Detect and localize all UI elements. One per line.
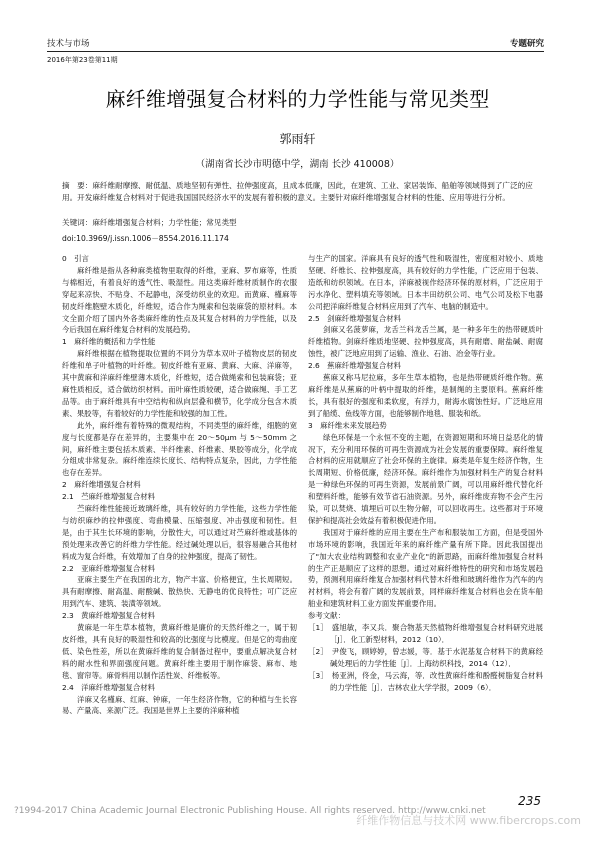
reference-item: ［1］ 盛旭敏，李又兵．聚合物基天然植物纤维增强复合材料研究进展［J］．化工新型材料，2012（10）． <box>308 623 543 644</box>
paragraph: 蕉麻又称马尼拉麻，多年生草本植物，也是热带硬质纤维作物。蕉麻纤维是从蕉麻的叶柄中提取的纤维，是制绳的主要原料。蕉麻纤维长，具有很好的强度和柔软度，有浮力，耐海水腐蚀性好。广泛地应用到了船缆、鱼线等方面，也能够制作地毯、服装和纸。 <box>308 373 543 418</box>
section-heading: 2.5 剑麻纤维增强复合材料 <box>308 313 402 323</box>
section-heading: 2.4 洋麻纤维增强复合材料 <box>62 682 156 692</box>
paragraph: 麻纤维是指从各种麻类植物里取得的纤维，亚麻、罗布麻等，性质与棉相近，有着良好的透气性、吸湿性。用这类麻纤维材质制作的衣服穿起来凉快、不贴身、不起静电，深受纺织业的欢迎。而黄麻、槿麻等韧皮纤维胞壁木质化，纤维短，适合作为绳索和包装麻袋的原材料。本文全面介绍了国内外各类麻纤维的性点及其复合材料的力学性能，以及今后我国在麻纤维复合材料的发展趋势。 <box>62 265 297 335</box>
paragraph: 绿色环保是一个永恒不变的主题，在资源短期和环境日益恶化的情况下，充分利用环保的可再生资源成为社会发展的重要保障。麻纤维复合材料的应用就顺应了社会环保的主旋律。麻类是年复生经济作物，生长周期短、价格低廉，经济环保。麻纤维作为加强材料生产的复合材料是一种绿色环保的可再生资源，发展前景广阔，可以用麻纤维代替化纤和塑料纤维，能够有效节省石油资源。另外，麻纤维废弃物不会产生污染，可以焚烧、填埋后可以生物分解，可以回收再生。这些都对于环境保护和提高社会效益有着积极促进作用。 <box>308 432 543 525</box>
section-heading: 0 引言 <box>62 254 89 263</box>
section-heading: 2.1 苎麻纤维增强复合材料 <box>62 492 156 502</box>
paragraph: 此外，麻纤维有着特殊的微观结构，不同类型的麻纤维，细胞的宽度与长度都是存在差异的，主要集中在 20～50μm 与 5～50mm 之间，麻纤维主要包括木质素、半纤维素、纤维素、果胶等成分，化学成分组成非常复杂。麻纤维连续长度长、结构特点复杂，因此，力学性能也存在差异。 <box>62 420 297 478</box>
doi: doi:10.3969/j.issn.1006－8554.2016.11.174 <box>62 234 229 243</box>
paragraph: 苎麻纤维性能接近玻璃纤维，具有较好的力学性能，这些力学性能与纺织麻纱的拉伸强度、弯曲模量、压缩强度、冲击强度和韧性。但是，由于其生长环境的影响，分散性大，可以通过对苎麻纤维或基体的预处理来改善它的纤维力学性能。经过碱处理以后，很容易融合其他材料成为复合纤维，有效增加了自身的拉伸强度，提高了韧性。 <box>62 504 297 561</box>
column-label: 专题研究 <box>509 39 544 49</box>
page-number: 235 <box>518 794 541 808</box>
section-heading: 2 麻纤维增强复合材料 <box>62 480 141 490</box>
section-heading: 2.3 黄麻纤维增强复合材料 <box>62 611 156 621</box>
section-heading: 1 麻纤维的概括和力学性能 <box>62 337 156 347</box>
journal-section-label: 技术与市场 <box>47 39 90 49</box>
paragraph: 我国对于麻纤维的应用主要在生产布和服装加工方面，但是受国外市场环境的影响，我国近年来的麻纤维产量有所下降。因此我国提出了"加大农业结构调整和农业产业化"的新思路，而麻纤维加强复合材料的生产正是顺应了这样的思想。通过对麻纤维特性的研究和市场发展趋势，预测利用麻纤维复合加强材料代替木纤维和玻璃纤维作为汽车的内衬材料，将会有着广阔的发展前景，同样麻纤维复合材料也会在货车船舶业和建筑材料工业方面发挥重要作用。 <box>308 527 543 609</box>
paragraph: 黄麻是一年生草本植物，黄麻纤维是廉价的天然纤维之一，属于韧皮纤维，具有良好的吸湿性和较高的比强度与比模度。但是它的弯曲度低、染色性差，所以在黄麻纤维的复合制备过程中，要重点解决复合材料的耐水性和界面强度问题。黄麻纤维主要用于制作麻袋、麻布、地毯、窗帘等。麻骨料用以制作活性炭、纤维板等。 <box>62 623 297 680</box>
body-column-left <box>62 253 297 717</box>
paragraph: 剑麻又名菠萝麻，龙舌兰科龙舌兰属，是一种多年生的热带硬质叶纤维植物。剑麻纤维质地坚硬、拉伸强度高，具有耐磨、耐盐碱、耐腐蚀性，被广泛地应用到了运输、渔业、石油、冶金等行业。 <box>308 325 543 359</box>
reference-item: ［2］ 尹俊飞，顾婷婷，曾志媛，等．基于水泥基复合材料下的黄麻经碱处理后的力学性能［J］．上海纺织科技，2014（12）． <box>308 646 543 668</box>
paragraph: 亚麻主要生产在我国的北方，物产丰富、价格便宜，生长周期短。具有耐摩擦、耐高温、耐酸碱、散热快、无静电的优良特性；可广泛应用到汽车、建筑、装潢等领域。 <box>62 575 297 609</box>
section-heading: 参考文献： <box>308 611 345 621</box>
author-affiliation: （湖南省长沙市明德中学，湖南 长沙 410008） <box>195 159 400 170</box>
keywords: 关键词：麻纤维增强复合材料；力学性能；常见类型 <box>62 218 237 227</box>
header-divider <box>47 51 544 52</box>
paper-title: 麻纤维增强复合材料的力学性能与常见类型 <box>105 87 490 111</box>
paragraph: 洋麻又名槿麻、红麻、钟麻，一年生经济作物，它的种植与生长容易、产量高、来源广泛。我国是世界上主要的洋麻种植 <box>62 694 297 716</box>
section-heading: 2.6 蕉麻纤维增强复合材料 <box>308 361 402 371</box>
body-column-right <box>308 253 543 694</box>
site-watermark: 纤维作物信息与技术网 www.fibercrops.com <box>356 814 581 827</box>
paragraph-continued: 与生产的国家。洋麻具有良好的透气性和吸湿性，密度相对较小、质地坚硬、纤维长、拉伸强度高，具有较好的力学性能，广泛应用于包装、造纸和纺织领域。在日本，洋麻被视作经济环保的原材料，广泛应用于污水净化、塑料填充等领域。日本丰田纺织公司、电气公司及松下电器公司把洋麻纤维复合材料应用到了汽车、电脑的制造中。 <box>308 254 543 311</box>
author-name: 郭雨轩 <box>279 132 316 146</box>
reference-item: ［3］ 杨亚洲，佟金，马云海，等．改性黄麻纤维和酚醛树脂复合材料的力学性能［J］．吉林农业大学学报，2009（6）． <box>308 670 543 692</box>
paragraph: 麻纤维根据在植物提取位置的不同分为草本双叶子植物皮层的韧皮纤维和单子叶植物的叶纤维。韧皮纤维有亚麻、黄麻、大麻、洋麻等，其中黄麻和洋麻纤维壁薄木质化，纤维短，适合做绳索和包装麻袋；亚麻性质相反，适合做纺织材料。而叶麻性质较硬，适合做麻绳、手工艺品等。由于麻纤维具有中空结构和纵向层叠和横节，化学成分包含木质素、果胶等，有着较好的力学性能和较强的加工性。 <box>62 349 297 418</box>
abstract: 摘 要：麻纤维耐摩擦、耐低温、质地坚韧有弹性、拉伸强度高，且成本低廉，因此，在建筑、工业、家居装饰、船舶等领域得到了广泛的应用。开发麻纤维复合材料对于促进我国国民经济水平的发展有着积极的意义。主要针对麻纤维增强复合材料的性能、应用等进行分析。 <box>62 181 533 203</box>
issue-info: 2016年第23卷第11期 <box>47 56 118 64</box>
section-heading: 2.2 亚麻纤维增强复合材料 <box>62 563 156 573</box>
section-heading: 3 麻纤维未来发展趋势 <box>308 420 387 430</box>
copyright-footer: ?1994-2017 China Academic Journal Electronic Publishing House. All rights reserved. http://www.cnki.net <box>14 806 486 816</box>
